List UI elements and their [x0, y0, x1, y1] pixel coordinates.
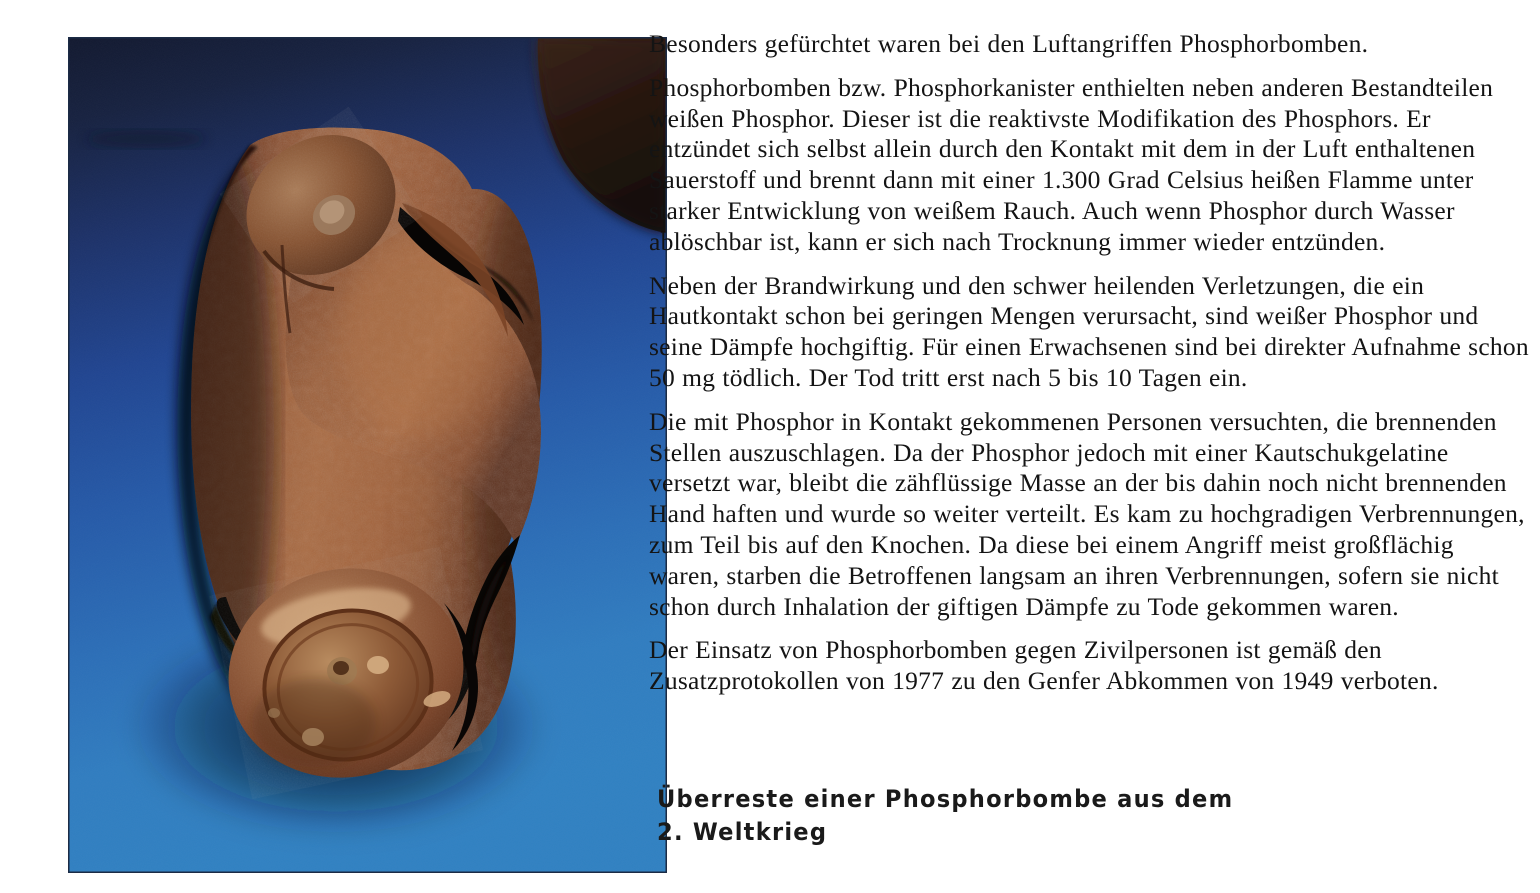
photo-caption: [657, 783, 1297, 849]
end-cap-rivet-1: [367, 656, 389, 674]
caption-line-2: 2. Weltkrieg: [657, 818, 828, 846]
end-cap-center-hole: [333, 661, 349, 675]
phosphorbombe-photo: [68, 37, 667, 873]
paragraph-5: Der Einsatz von Phosphorbomben gegen Zivilpersonen ist gemäß den Zusatzprotokollen von 1977 zu den Genfer Abkommen von 1949 verboten.: [649, 635, 1439, 696]
paragraph-4: Die mit Phosphor in Kontakt gekommenen Personen versuchten, die brennenden Stellen auszuschlagen. Da der Phosphor jedoch mit einer Kautschukgelatine versetzt war, bleibt die zähflüssige Masse an der bis dahin noch nicht brennenden Hand haften und wurde so weiter verteilt. Es kam zu hochgradigen Verbrennungen, zum Teil bis auf den Knochen. Da diese bei einem Angriff meist großflächig waren, starben die Betroffenen langsam an ihren Verbrennungen, sofern sie nicht schon durch Inhalation der giftigen Dämpfe zu Tode gekommen waren.: [649, 406, 1525, 621]
paragraph-3: Neben der Brandwirkung und den schwer heilenden Verletzungen, die ein Hautkontakt schon bei geringen Mengen verursacht, sind weißer Phosphor und seine Dämpfe hochgiftig. Für einen Erwachsenen sind bei direkter Aufnahme schon 50 mg tödlich. Der Tod tritt erst nach 5 bis 10 Tagen ein.: [649, 270, 1529, 392]
article-body: [649, 29, 1529, 697]
paragraph-1: Besonders gefürchtet waren bei den Luftangriffen Phosphorbomben.: [649, 29, 1369, 58]
caption-line-1: Überreste einer Phosphorbombe aus dem: [657, 785, 1234, 813]
end-cap-inner-shadow: [252, 679, 376, 767]
paragraph-2: Phosphorbomben bzw. Phosphorkanister enthielten neben anderen Bestandteilen weißen Phosphor. Dieser ist die reaktivste Modifikation des Phosphors. Er entzündet sich selbst allein durch den Kontakt mit dem in der Luft enthaltenen Sauerstoff und brennt dann mit einer 1.300 Grad Celsius heißen Flamme unter starker Entwicklung von weißem Rauch. Auch wenn Phosphor durch Wasser ablöschbar ist, kann er sich nach Trocknung immer wieder entzünden.: [649, 72, 1494, 256]
photo-image: [68, 37, 667, 873]
cloth-crease: [86, 130, 206, 148]
